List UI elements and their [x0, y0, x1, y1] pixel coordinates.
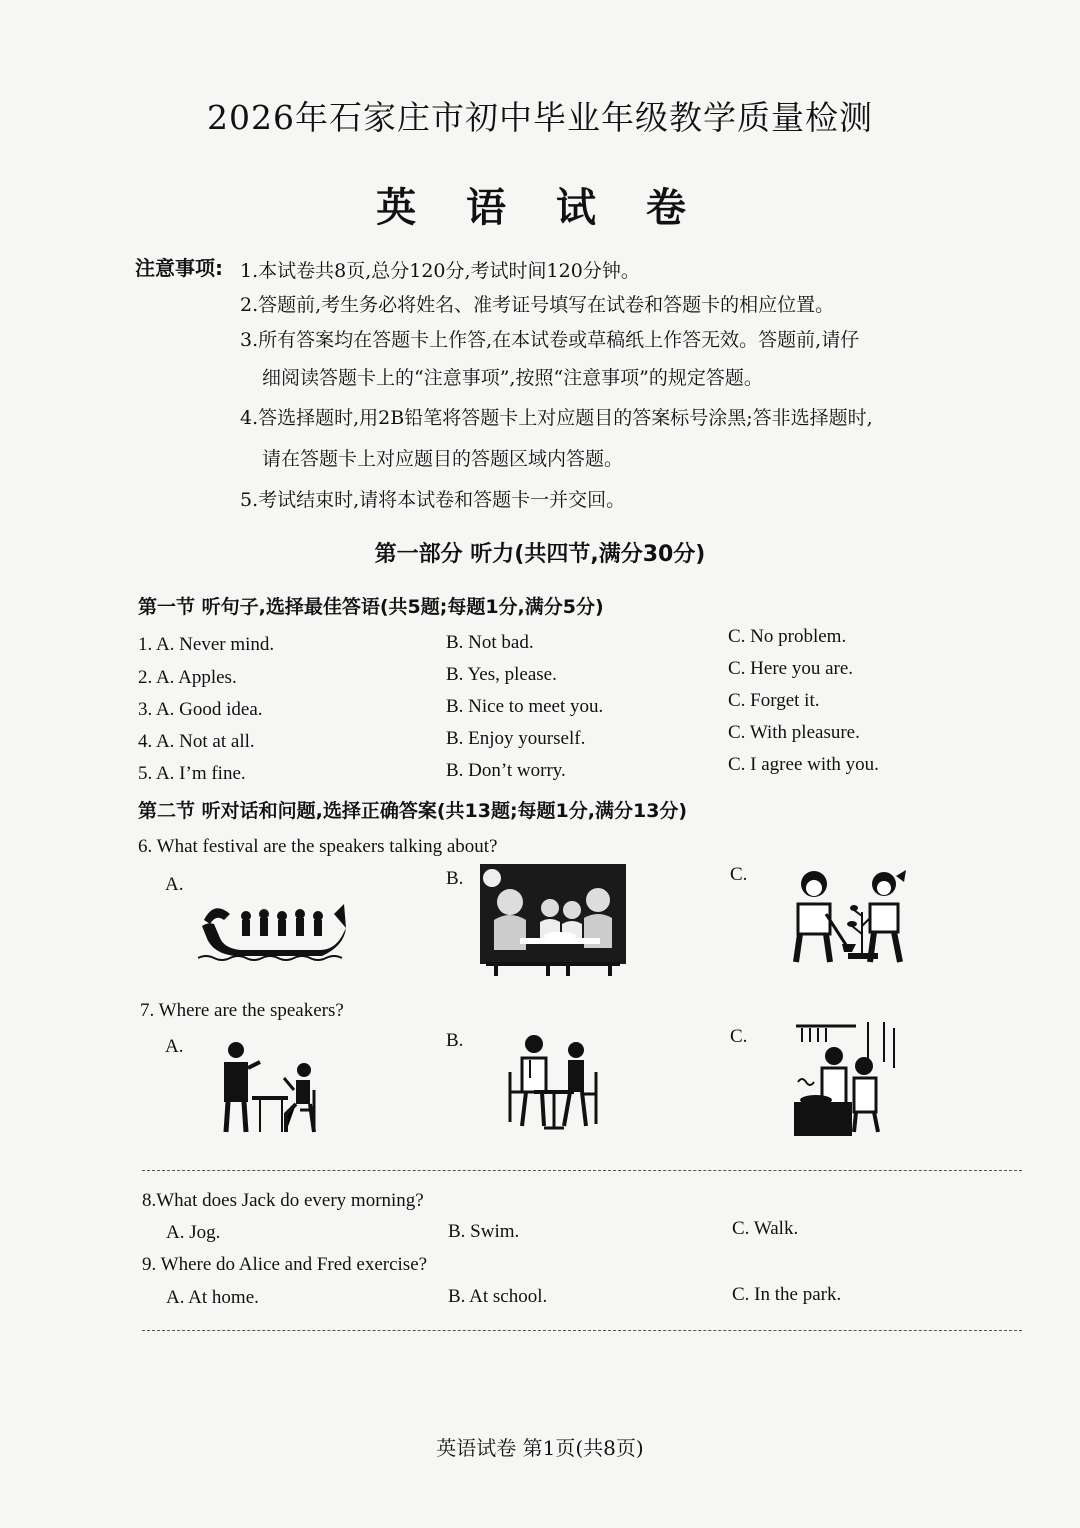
q8-text: 8.What does Jack do every morning?	[142, 1190, 424, 1211]
kitchen-cooking-icon	[794, 1022, 898, 1136]
tree-planting-icon	[772, 864, 918, 968]
q9-option-a: A. At home.	[166, 1287, 259, 1308]
family-reunion-dinner-icon	[480, 864, 626, 976]
notice-item: 2.答题前,考生务必将姓名、准考证号填写在试卷和答题卡的相应位置。	[240, 294, 835, 316]
q6-label-c: C.	[730, 864, 748, 885]
doctor-office-icon	[504, 1032, 604, 1130]
q1-option-c: C. No problem.	[728, 626, 847, 647]
section-divider	[142, 1170, 1022, 1171]
q4-option-a: 4. A. Not at all.	[138, 731, 255, 752]
q3-option-a: 3. A. Good idea.	[138, 699, 263, 720]
q8-option-c: C. Walk.	[732, 1218, 799, 1239]
notice-item: 细阅读答题卡上的“注意事项”,按照“注意事项”的规定答题。	[262, 367, 763, 389]
section2-heading: 第二节 听对话和问题,选择正确答案(共13题;每题1分,满分13分)	[138, 800, 688, 822]
q1-option-a: 1. A. Never mind.	[138, 634, 275, 655]
q4-option-c: C. With pleasure.	[728, 722, 860, 743]
exam-title: 2026年石家庄市初中毕业年级教学质量检测	[207, 98, 873, 137]
q8-option-b: B. Swim.	[448, 1221, 520, 1242]
notice-item: 4.答选择题时,用2B铅笔将答题卡上对应题目的答案标号涂黑;答非选择题时,	[240, 407, 873, 429]
q6-label-a: A.	[165, 874, 184, 895]
q2-option-c: C. Here you are.	[728, 658, 854, 679]
notice-item: 请在答题卡上对应题目的答题区域内答题。	[262, 448, 624, 470]
notice-label: 注意事项:	[135, 256, 223, 280]
q7-label-b: B.	[446, 1030, 464, 1051]
q5-option-c: C. I agree with you.	[728, 754, 879, 775]
q5-option-b: B. Don’t worry.	[446, 760, 566, 781]
section-divider	[142, 1330, 1022, 1331]
exam-subtitle: 英 语 试 卷	[376, 185, 704, 231]
q7-label-c: C.	[730, 1026, 748, 1047]
q9-text: 9. Where do Alice and Fred exercise?	[142, 1254, 428, 1275]
q2-option-b: B. Yes, please.	[446, 664, 557, 685]
q7-label-a: A.	[165, 1036, 184, 1057]
q3-option-b: B. Nice to meet you.	[446, 696, 604, 717]
q1-option-b: B. Not bad.	[446, 632, 534, 653]
section1-heading: 第一节 听句子,选择最佳答语(共5题;每题1分,满分5分)	[138, 596, 604, 618]
q3-option-c: C. Forget it.	[728, 690, 820, 711]
q5-option-a: 5. A. I’m fine.	[138, 763, 246, 784]
q6-label-b: B.	[446, 868, 464, 889]
q8-option-a: A. Jog.	[166, 1222, 221, 1243]
q9-option-c: C. In the park.	[732, 1284, 842, 1305]
q9-option-b: B. At school.	[448, 1286, 548, 1307]
notice-item: 3.所有答案均在答题卡上作答,在本试卷或草稿纸上作答无效。答题前,请仔	[240, 329, 860, 351]
q6-text: 6. What festival are the speakers talking about?	[138, 836, 498, 857]
restaurant-waiter-icon	[216, 1040, 326, 1134]
q2-option-a: 2. A. Apples.	[138, 667, 237, 688]
notice-item: 5.考试结束时,请将本试卷和答题卡一并交回。	[240, 489, 626, 511]
part1-heading: 第一部分 听力(共四节,满分30分)	[374, 542, 706, 567]
page-footer: 英语试卷 第1页(共8页)	[436, 1436, 644, 1460]
q7-text: 7. Where are the speakers?	[140, 1000, 344, 1021]
dragon-boat-icon	[198, 892, 350, 964]
notice-item: 1.本试卷共8页,总分120分,考试时间120分钟。	[240, 260, 640, 282]
q4-option-b: B. Enjoy yourself.	[446, 728, 586, 749]
